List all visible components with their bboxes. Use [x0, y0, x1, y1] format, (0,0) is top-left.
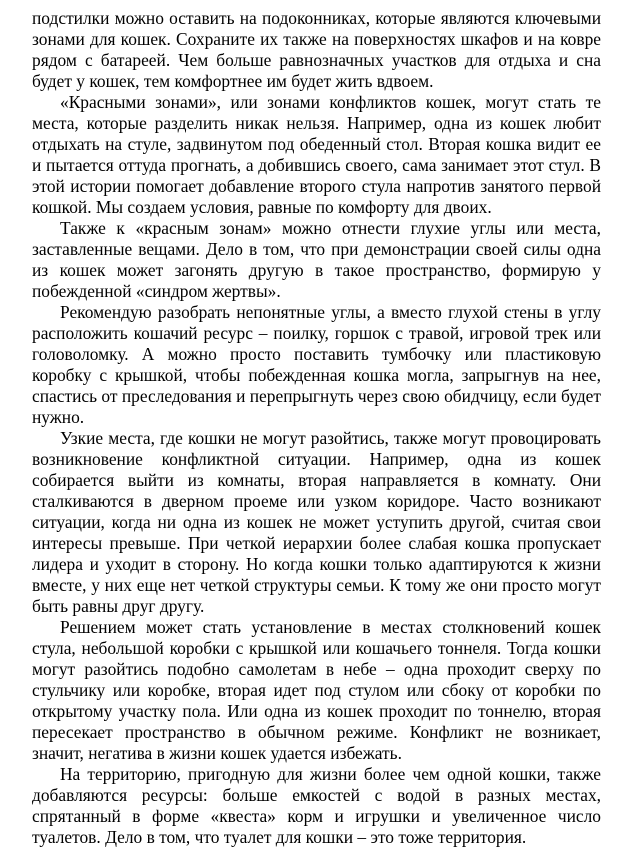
paragraph-6: Решением может стать установление в местах столкновений кошек стула, небольшой коробки с крышкой или кошачьего тоннеля. Тогда кошки могут разойтись подобно самолетам в небе – одна проходит сверху по стульчику или коробке, вторая идет под стулом или сбоку от коробки по открытому участку пола. Или одна из кошек проходит по тоннелю, вторая пересекает пространство в обычном режиме. Конфликт не возникает, значит, негатива в жизни кошек удается избежать. [32, 617, 601, 763]
paragraph-5: Узкие места, где кошки не могут разойтись, также могут провоцировать возникновение конфликтной ситуации. Например, одна из кошек собирается выйти из комнаты, вторая направляется в комнату. Они сталкиваются в дверном проеме или узком коридоре. Часто возникают ситуации, когда ни одна из кошек не может уступить другой, считая свои интересы превыше. При четкой иерархии более слабая кошка пропускает лидера и уходит в сторону. Но когда кошки только адаптируются к жизни вместе, у них еще нет четкой структуры семьи. К тому же они просто могут быть равны друг другу. [32, 428, 601, 616]
paragraph-7: На территорию, пригодную для жизни более чем одной кошки, также добавляются ресурсы: больше емкостей с водой в разных местах, спрятанный в форме «квеста» корм и игрушки и увеличенное число туалетов. Дело в том, что туалет для кошки – это тоже территория. [32, 764, 601, 847]
paragraph-2: «Красными зонами», или зонами конфликтов кошек, могут стать те места, которые разделить никак нельзя. Например, одна из кошек любит отдыхать на стуле, задвинутом под обеденный стол. Вторая кошка видит ее и пытается оттуда прогнать, а добившись своего, сама занимает этот стул. В этой истории помогает добавление второго стула напротив занятого первой кошкой. Мы создаем условия, равные по комфорту для двоих. [32, 92, 601, 217]
paragraph-3: Также к «красным зонам» можно отнести глухие углы или места, заставленные вещами. Дело в том, что при демонстрации своей силы одна из кошек может загонять другую в такое пространство, формирую у побежденной «синдром жертвы». [32, 218, 601, 301]
paragraph-4: Рекомендую разобрать непонятные углы, а вместо глухой стены в углу расположить кошачий ресурс – поилку, горшок с травой, игровой трек или головоломку. А можно просто поставить тумбочку или пластиковую коробку с крышкой, чтобы побежденная кошка могла, запрыгнув на нее, спастись от преследования и перепрыгнуть через свою обидчицу, если будет нужно. [32, 302, 601, 427]
paragraph-1: подстилки можно оставить на подоконниках, которые являются ключевыми зонами для кошек. Сохраните их также на поверхностях шкафов и на ковре рядом с батареей. Чем больше равнозначных участков для отдыха и сна будет у кошек, тем комфортнее им будет жить вдвоем. [32, 8, 601, 91]
